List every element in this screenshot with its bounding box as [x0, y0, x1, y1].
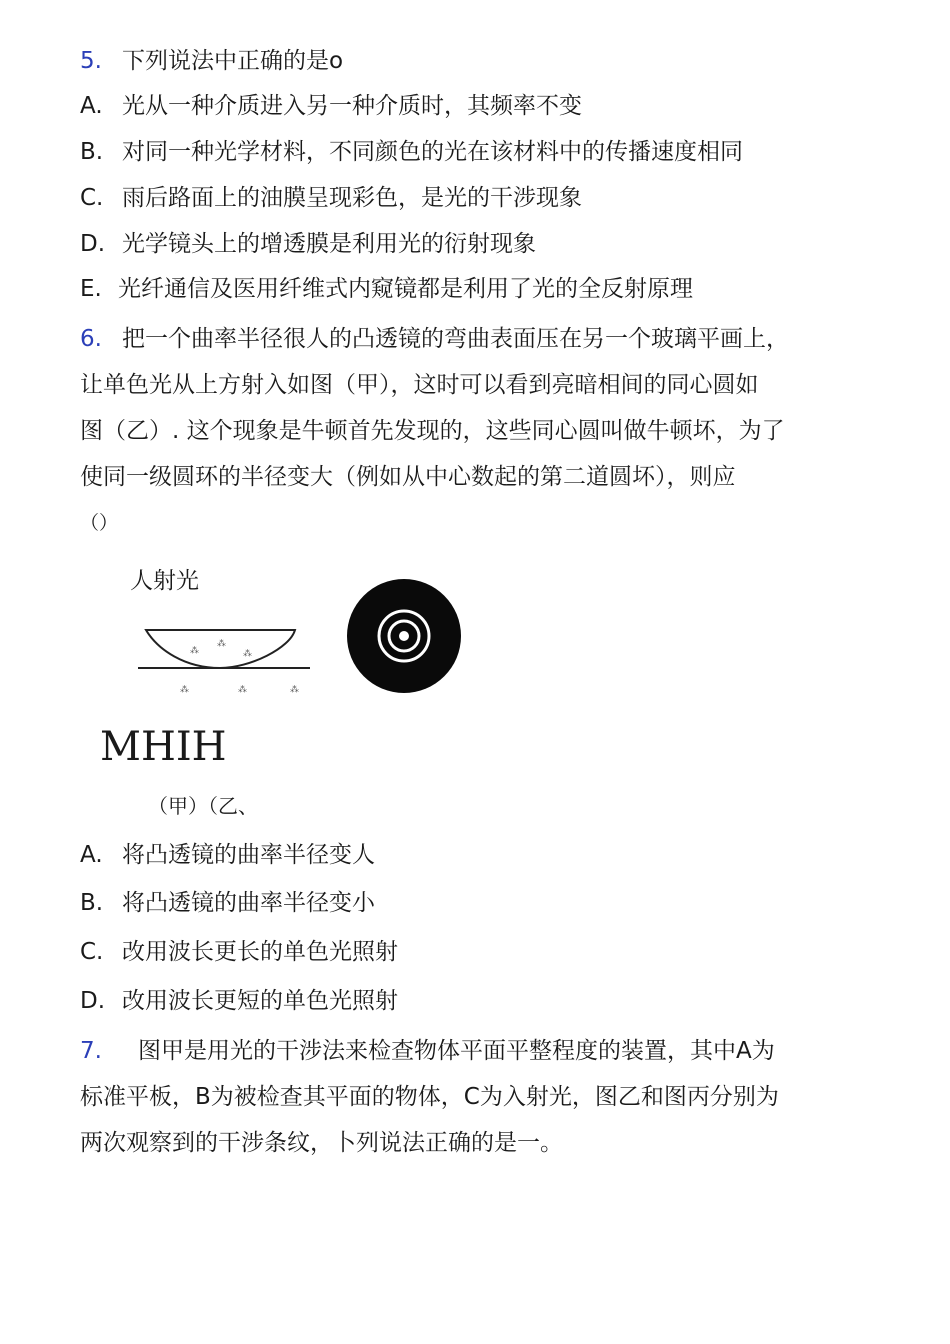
option-label: C.	[80, 185, 104, 211]
q6-option-d	[80, 986, 398, 1016]
q5-option-b	[80, 137, 743, 167]
option-label: B.	[80, 139, 104, 165]
option-label: E.	[80, 276, 102, 302]
q5-stem: 下列说法中正确的是o	[122, 48, 344, 74]
q7-number: 7.	[80, 1038, 102, 1064]
convex-lens-shape	[146, 630, 295, 668]
incident-light-label: 人射光	[130, 568, 199, 594]
q6-stem-line-4: 使同一级圆环的半径变大（例如从中心数起的第二道圆坏），则应	[80, 464, 736, 490]
figure-garbled-text: MHIH	[100, 724, 227, 770]
q6-number: 6.	[80, 326, 102, 352]
q5-number: 5.	[80, 48, 102, 74]
option-text: 对同一种光学材料，不同颜色的光在该材料中的传播速度相同	[122, 139, 743, 165]
q6-stem-line-2: 让单色光从上方射入如图（甲），这时可以看到亮暗相间的同心圆如	[80, 372, 759, 398]
option-text: 将凸透镜的曲率半径变小	[122, 890, 375, 916]
option-text: 将凸透镜的曲率半径变人	[122, 842, 375, 868]
option-label: C.	[80, 939, 104, 965]
q6-option-c	[80, 937, 398, 967]
q6-stem-line-3: 图（乙）. 这个现象是牛顿首先发现的，这些同心圆叫做牛顿坏，为了	[80, 418, 785, 444]
diagram-mark: ⁂	[243, 649, 252, 659]
option-label: A.	[80, 93, 103, 119]
diagram-mark: ⁂	[217, 639, 226, 649]
q5-stem-line	[80, 46, 343, 76]
diagram-mark: ⁂	[238, 685, 247, 695]
figure-caption: （甲）（乙、	[148, 794, 258, 818]
diagram-mark: ⁂	[180, 685, 189, 695]
q5-option-d	[80, 229, 536, 259]
q6-stem	[80, 316, 870, 546]
option-label: D.	[80, 231, 106, 257]
option-label: A.	[80, 842, 103, 868]
q7-stem-text: 图甲是用光的干涉法来检查物体平面平整程度的装置，其中A为	[138, 1038, 775, 1064]
diagram-mark: ⁂	[190, 646, 199, 656]
option-label: D.	[80, 988, 106, 1014]
lens-diagram	[130, 620, 320, 700]
q7-stem-line-3: 两次观察到的干涉条纹，卜列说法正确的是一。	[80, 1130, 563, 1156]
q7-stem	[80, 1028, 870, 1166]
q6-option-b	[80, 888, 375, 918]
option-text: 雨后路面上的油膜呈现彩色，是光的干涉现象	[122, 185, 582, 211]
q7-stem-line-1	[80, 1028, 870, 1074]
q6-option-a	[80, 840, 375, 870]
ring-center	[399, 631, 409, 641]
option-text: 改用波长更短的单色光照射	[122, 988, 398, 1014]
q5-option-e	[80, 274, 693, 304]
diagram-mark: ⁂	[290, 685, 299, 695]
q6-stem-line-5: （）	[80, 512, 119, 534]
option-text: 光从一种介质进入另一种介质时，其频率不变	[122, 93, 582, 119]
q6-stem-line-1	[80, 316, 870, 362]
option-label: B.	[80, 890, 104, 916]
option-text: 改用波长更长的单色光照射	[122, 939, 398, 965]
q7-stem-line-2: 标准平板，B为被检查其平面的物体，C为入射光，图乙和图丙分别为	[80, 1084, 779, 1110]
option-text: 光纤通信及医用纤维式内窥镜都是利用了光的全反射原理	[118, 276, 693, 302]
q6-stem-text: 把一个曲率半径很人的凸透镜的弯曲表面压在另一个玻璃平画上，	[122, 326, 789, 352]
option-text: 光学镜头上的增透膜是利用光的衍射现象	[122, 231, 536, 257]
q5-option-a	[80, 91, 582, 121]
q5-option-c	[80, 183, 582, 213]
newton-rings-diagram	[346, 578, 462, 694]
